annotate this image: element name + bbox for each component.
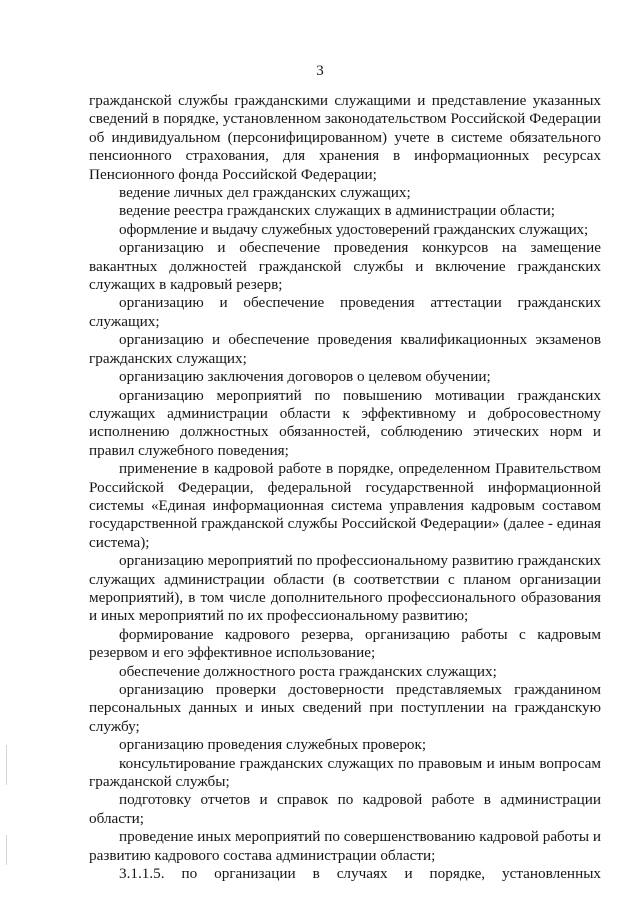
- scan-margin-mark: [6, 745, 7, 785]
- list-item: оформление и выдачу служебных удостоверений гражданских служащих;: [119, 220, 589, 238]
- list-item: организацию и обеспечение проведения конкурсов на замещение вакантных должностей гражданской службы и включение гражданских служащих в кадровый резерв;: [89, 239, 601, 294]
- list-item: подготовку отчетов и справок по кадровой работе в администрации области;: [89, 791, 601, 827]
- list-item: организацию и обеспечение проведения квалификационных экзаменов гражданских служащих;: [89, 331, 601, 367]
- list-item: организацию проверки достоверности представляемых гражданином персональных данных и иных сведений при поступлении на гражданскую службу;: [89, 681, 601, 735]
- list-item: организацию и обеспечение проведения аттестации гражданских служащих;: [89, 294, 601, 330]
- list-item: организацию проведения служебных проверок;: [119, 736, 427, 754]
- scan-margin-mark: [6, 835, 7, 865]
- list-item: организацию мероприятий по профессиональному развитию гражданских служащих администрации области (в соответствии с планом организации мероприятий), в том числе дополнительного профессионального образования и иных мероприятий по их профессиональному развитию;: [89, 552, 601, 625]
- list-item: организацию мероприятий по повышению мотивации гражданских служащих администрации области к эффективному и добросовестному исполнению должностных обязанностей, соблюдению этических норм и правил служебного поведения;: [89, 386, 601, 459]
- clause-3-1-1-5: 3.1.1.5. по организации в случаях и порядке, установленных: [119, 865, 601, 883]
- list-item: применение в кадровой работе в порядке, определенном Правительством Российской Федерации, федеральной государственной информационной системы «Единая информационная система управления кадровым составом государственной гражданской службы Российской Федерации» (далее - единая система);: [89, 460, 601, 551]
- list-item: ведение реестра гражданских служащих в администрации области;: [119, 202, 555, 220]
- list-item: обеспечение должностного роста гражданских служащих;: [119, 662, 497, 680]
- list-item: ведение личных дел гражданских служащих;: [119, 184, 411, 202]
- document-body: [89, 92, 601, 883]
- list-item: проведение иных мероприятий по совершенствованию кадровой работы и развитию кадрового состава администрации области;: [89, 828, 601, 864]
- paragraph-continuation: гражданской службы гражданскими служащими и представление указанных сведений в порядке, установленном законодательством Российской Федерации об индивидуальном (персонифицированном) учете в системе обязательного пенсионного страхования, для хранения в информационных ресурсах Пенсионного фонда Российской Федерации;: [89, 92, 601, 183]
- list-item: формирование кадрового резерва, организацию работы с кадровым резервом и его эффективное использование;: [89, 625, 601, 662]
- list-item: организацию заключения договоров о целевом обучении;: [119, 368, 491, 386]
- list-item: консультирование гражданских служащих по правовым и иным вопросам гражданской службы;: [89, 754, 601, 791]
- page-number: 3: [316, 63, 324, 79]
